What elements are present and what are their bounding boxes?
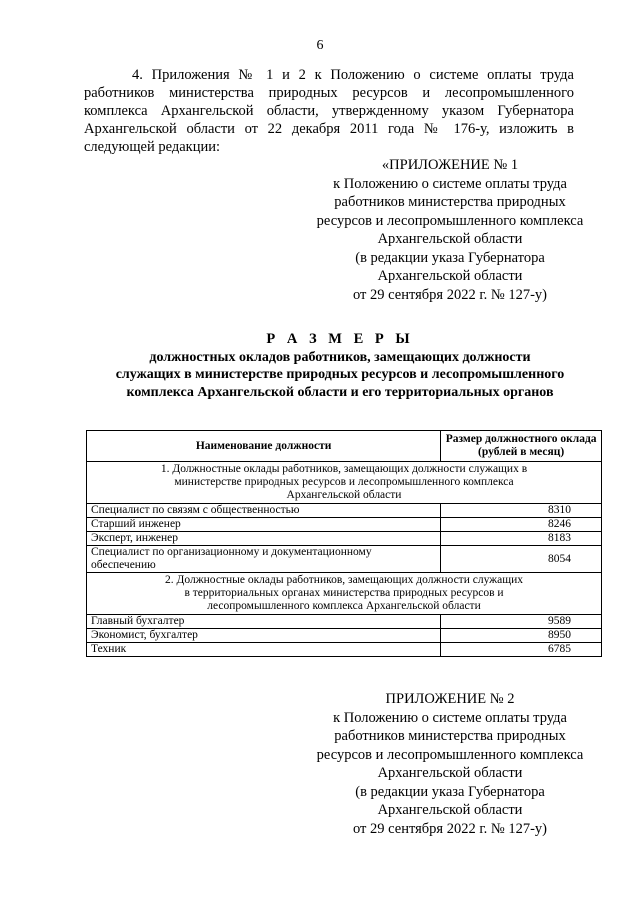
- table-row: [87, 532, 602, 546]
- appendix-2-line: работников министерства природных: [334, 728, 566, 744]
- appendix-2-line: ресурсов и лесопромышленного комплекса: [316, 746, 584, 763]
- column-header-position: Наименование должности: [87, 431, 441, 462]
- position-name: Специалист по связям с общественностью: [87, 504, 441, 518]
- appendix-1-line: «ПРИЛОЖЕНИЕ № 1: [381, 157, 519, 173]
- heading-title: Р А З М Е Р Ы: [266, 331, 414, 347]
- appendix-1-line: ресурсов и лесопромышленного комплекса: [316, 212, 584, 229]
- position-name: Техник: [87, 643, 441, 657]
- position-name: Главный бухгалтер: [87, 615, 441, 629]
- appendix-1-line: Архангельской области: [377, 231, 523, 247]
- table-row: [87, 629, 602, 643]
- table-row: [87, 615, 602, 629]
- heading-subtitle-line: служащих в министерстве природных ресурсов и лесопромышленного: [115, 367, 565, 382]
- salary-value: 8183: [441, 532, 602, 546]
- page-number: 6: [316, 38, 324, 53]
- salary-table: [86, 430, 602, 657]
- appendix-1-line: работников министерства природных: [334, 194, 566, 210]
- appendix-2-line: к Положению о системе оплаты труда: [333, 709, 567, 726]
- appendix-1-line: Архангельской области: [377, 268, 523, 284]
- table-row: [87, 504, 602, 518]
- appendix-2-line: Архангельской области: [377, 802, 523, 818]
- position-name: Специалист по организационному и документационному обеспечению: [87, 546, 441, 573]
- position-name: Эксперт, инженер: [87, 532, 441, 546]
- appendix-2-line: от 29 сентября 2022 г. № 127-у): [353, 820, 547, 837]
- appendix-1-line: (в редакции указа Губернатора: [355, 249, 545, 266]
- salary-value: 9589: [441, 615, 602, 629]
- table-row: [87, 643, 602, 657]
- salary-value: 6785: [441, 643, 602, 657]
- section-row: [87, 573, 602, 615]
- heading-subtitle-line: комплекса Архангельской области и его территориальных органов: [126, 384, 554, 400]
- salary-value: 8246: [441, 518, 602, 532]
- appendix-2-line: (в редакции указа Губернатора: [355, 783, 545, 800]
- section-title: 2. Должностные оклады работников, замещающих должности служащих в территориальных органах министерства природных ресурсов и лесопромышленного комплекса Архангельской области: [87, 573, 602, 615]
- section-title: 1. Должностные оклады работников, замещающих должности служащих в министерстве природных ресурсов и лесопромышленного комплекса Архангельской области: [87, 462, 602, 504]
- appendix-1-header: [300, 156, 600, 304]
- position-name: Старший инженер: [87, 518, 441, 532]
- salary-value: 8054: [441, 546, 602, 573]
- appendix-1-line: от 29 сентября 2022 г. № 127-у): [353, 286, 547, 303]
- column-header-salary: Размер должностного оклада (рублей в месяц): [441, 431, 602, 462]
- salary-value: 8950: [441, 629, 602, 643]
- section-row: [87, 462, 602, 504]
- intro-paragraph: 4. Приложения № 1 и 2 к Положению о системе оплаты труда работников министерства природных ресурсов и лесопромышленного комплекса Архангельской области, утвержденному указом Губернатора Архангельской области от 22 декабря 2011 года № 176-у, изложить в следующей редакции:: [84, 67, 574, 155]
- document-heading: [60, 331, 620, 401]
- salary-value: 8310: [441, 504, 602, 518]
- table-header-row: [87, 431, 602, 462]
- appendix-2-line: ПРИЛОЖЕНИЕ № 2: [385, 691, 515, 707]
- table-row: [87, 546, 602, 573]
- position-name: Экономист, бухгалтер: [87, 629, 441, 643]
- appendix-2-header: [300, 690, 600, 838]
- heading-subtitle-line: должностных окладов работников, замещающих должности: [149, 349, 531, 365]
- appendix-2-line: Архангельской области: [377, 765, 523, 781]
- table-row: [87, 518, 602, 532]
- appendix-1-line: к Положению о системе оплаты труда: [333, 175, 567, 192]
